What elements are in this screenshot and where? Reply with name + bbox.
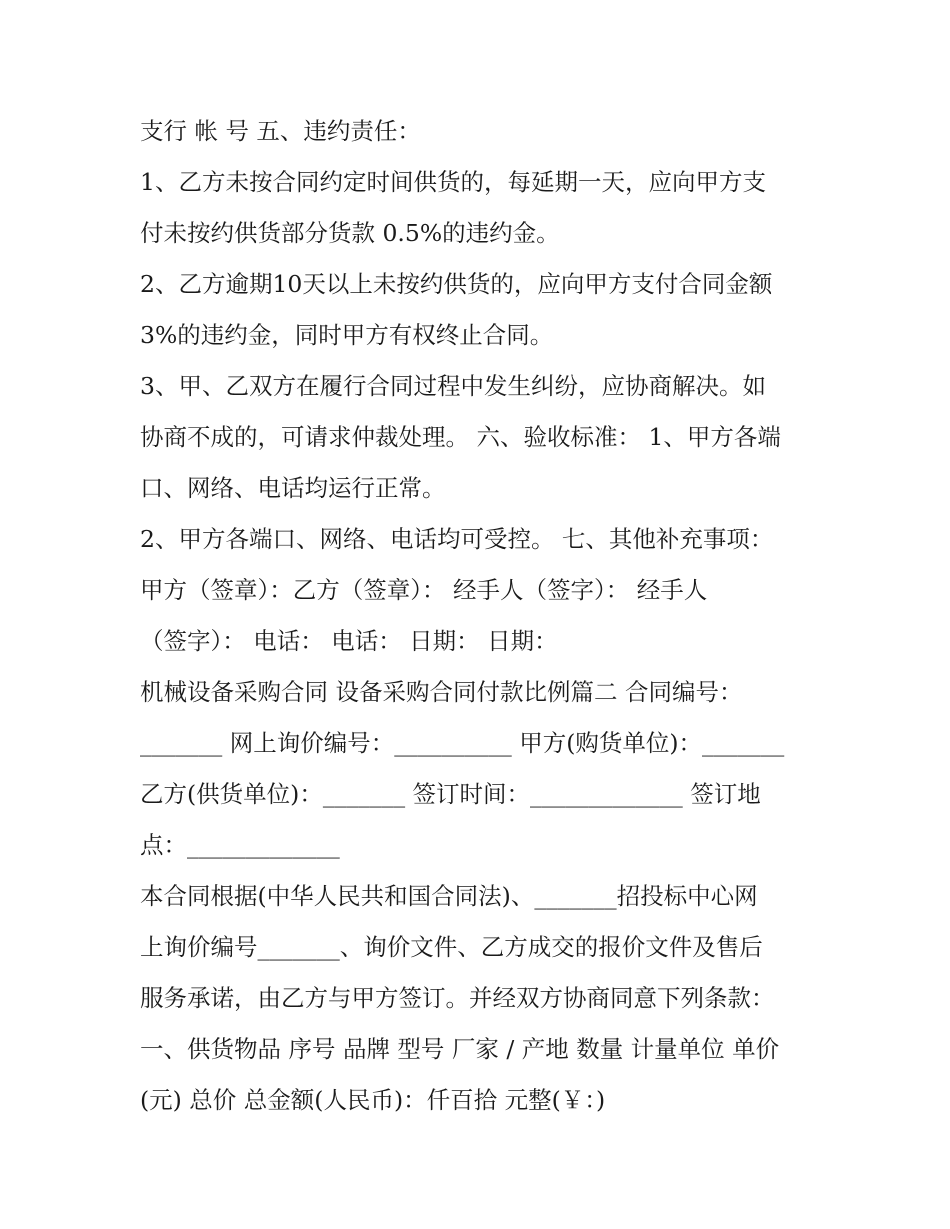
text-line: 服务承诺，由乙方与甲方签订。并经双方协商同意下列条款： xyxy=(140,984,775,1012)
text-line: 机械设备采购合同 设备采购合同付款比例篇二 合同编号： xyxy=(140,678,743,706)
text-line: 2、乙方逾期10天以上未按约供货的，应向甲方支付合同金额 xyxy=(140,270,773,298)
text-line: 口、网络、电话均运行正常。 xyxy=(140,474,446,502)
text-line: 付未按约供货部分货款 0.5%的违约金。 xyxy=(140,219,560,247)
text-line: 乙方(供货单位)：_______ 签订时间：_____________ 签订地 xyxy=(140,780,761,808)
text-line: 3%的违约金，同时甲方有权终止合同。 xyxy=(140,321,554,349)
text-line: 点：_____________ xyxy=(140,831,340,859)
text-line: 协商不成的，可请求仲裁处理。 六、验收标准： 1、甲方各端 xyxy=(140,423,781,451)
text-line: 2、甲方各端口、网络、电话均可受控。 七、其他补充事项： xyxy=(140,525,774,553)
text-line: 甲方（签章）：乙方（签章）： 经手人（签字）： 经手人 xyxy=(140,576,708,604)
text-line: (元) 总价 总金额(人民币)：仟百拾 元整(￥：) xyxy=(140,1086,606,1114)
text-line: 支行 帐 号 五、违约责任： xyxy=(140,117,421,145)
text-line: 上询价编号_______、询价文件、乙方成交的报价文件及售后 xyxy=(140,933,763,961)
text-line: _______ 网上询价编号：__________ 甲方(购货单位)：_______ xyxy=(140,729,785,757)
text-line: 一、供货物品 序号 品牌 型号 厂家 / 产地 数量 计量单位 单价 xyxy=(140,1035,780,1063)
text-line: 3、甲、乙双方在履行合同过程中发生纠纷，应协商解决。如 xyxy=(140,372,766,400)
document-body xyxy=(140,106,820,1126)
text-line: 本合同根据(中华人民共和国合同法)、_______招投标中心网 xyxy=(140,882,758,910)
text-line: （签字）： 电话： 电话： 日期： 日期： xyxy=(140,627,558,655)
text-line: 1、乙方未按合同约定时间供货的，每延期一天，应向甲方支 xyxy=(140,168,766,196)
